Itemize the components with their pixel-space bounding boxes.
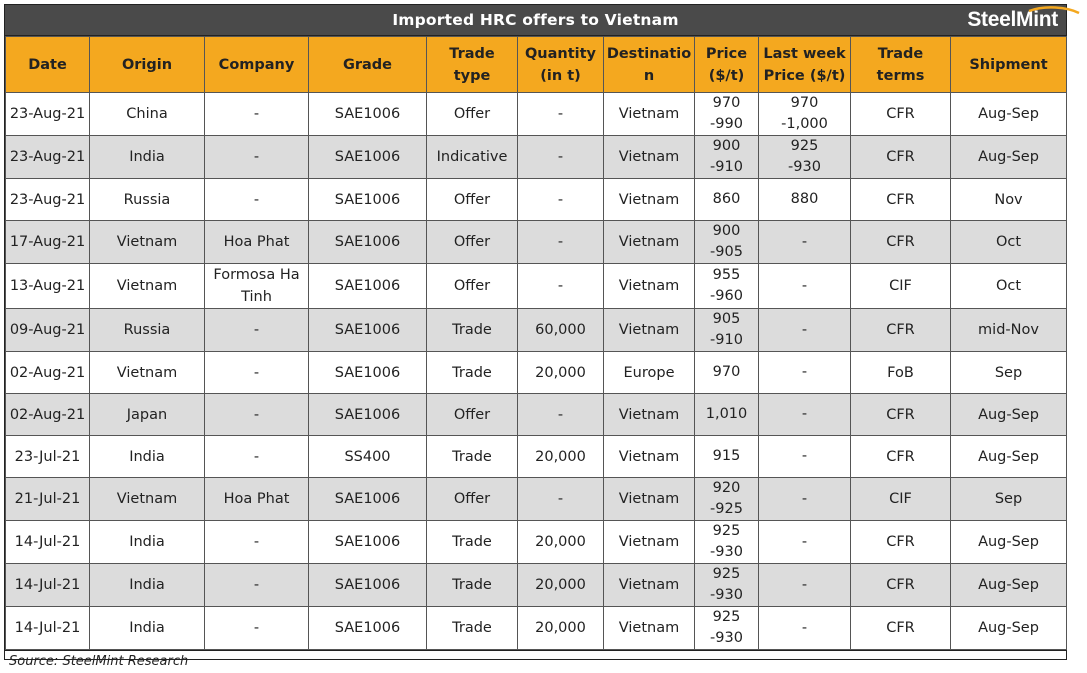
table-cell: - <box>205 136 309 179</box>
table-cell: - <box>205 394 309 436</box>
table-cell: 880 <box>759 179 851 221</box>
table-cell: - <box>205 352 309 394</box>
table-cell: Aug-Sep <box>951 607 1067 650</box>
title-bar <box>5 5 1066 36</box>
table-cell: Vietnam <box>604 607 695 650</box>
table-cell: 14-Jul-21 <box>6 607 90 650</box>
table-cell: CFR <box>851 93 951 136</box>
table-cell: Indicative <box>427 136 518 179</box>
table-cell: - <box>759 352 851 394</box>
table-cell: Offer <box>427 221 518 264</box>
table-cell: CFR <box>851 221 951 264</box>
table-cell: Vietnam <box>604 521 695 564</box>
table-cell: Trade <box>427 352 518 394</box>
table-cell: 13-Aug-21 <box>6 264 90 309</box>
table-cell: - <box>205 607 309 650</box>
table-cell: 955 -960 <box>695 264 759 309</box>
table-cell: SAE1006 <box>309 309 427 352</box>
table-cell: Vietnam <box>604 221 695 264</box>
table-cell: SS400 <box>309 436 427 478</box>
table-cell: Sep <box>951 478 1067 521</box>
table-cell: Vietnam <box>604 436 695 478</box>
table-cell: 925 -930 <box>695 564 759 607</box>
table-cell: - <box>205 521 309 564</box>
table-cell: Aug-Sep <box>951 394 1067 436</box>
table-cell: - <box>205 564 309 607</box>
table-cell: India <box>90 607 205 650</box>
table-row <box>6 352 1067 394</box>
table-cell: 900 -905 <box>695 221 759 264</box>
table-row <box>6 136 1067 179</box>
table-cell: 925 -930 <box>759 136 851 179</box>
table-cell: Oct <box>951 221 1067 264</box>
column-header: Trade terms <box>851 37 951 93</box>
table-cell: CFR <box>851 394 951 436</box>
column-header: Last week Price ($/t) <box>759 37 851 93</box>
table-cell: 970 <box>695 352 759 394</box>
table-cell: 02-Aug-21 <box>6 394 90 436</box>
table-cell: 14-Jul-21 <box>6 521 90 564</box>
table-cell: CFR <box>851 179 951 221</box>
table-cell: - <box>518 221 604 264</box>
column-header: Company <box>205 37 309 93</box>
table-cell: Vietnam <box>604 478 695 521</box>
table-cell: CFR <box>851 564 951 607</box>
table-cell: China <box>90 93 205 136</box>
table-row <box>6 436 1067 478</box>
table-cell: SAE1006 <box>309 394 427 436</box>
table-cell: - <box>518 264 604 309</box>
table-cell: 920 -925 <box>695 478 759 521</box>
table-cell: - <box>205 93 309 136</box>
column-header: Price ($/t) <box>695 37 759 93</box>
table-cell: CIF <box>851 264 951 309</box>
table-cell: SAE1006 <box>309 521 427 564</box>
table-cell: Hoa Phat <box>205 221 309 264</box>
table-body <box>6 93 1067 650</box>
table-cell: Aug-Sep <box>951 564 1067 607</box>
table-cell: mid-Nov <box>951 309 1067 352</box>
column-header: Shipment <box>951 37 1067 93</box>
table-cell: Hoa Phat <box>205 478 309 521</box>
table-cell: Vietnam <box>604 309 695 352</box>
table-cell: SAE1006 <box>309 352 427 394</box>
table-row <box>6 564 1067 607</box>
report-frame <box>4 4 1067 669</box>
table-cell: - <box>205 309 309 352</box>
table-cell: India <box>90 564 205 607</box>
table-cell: Nov <box>951 179 1067 221</box>
table-row <box>6 478 1067 521</box>
table-cell: - <box>759 478 851 521</box>
table-cell: CFR <box>851 436 951 478</box>
table-cell: 905 -910 <box>695 309 759 352</box>
table-row <box>6 394 1067 436</box>
column-header: Quantity (in t) <box>518 37 604 93</box>
table-cell: - <box>759 309 851 352</box>
table-row <box>6 607 1067 650</box>
table-cell: - <box>205 179 309 221</box>
table-cell: Japan <box>90 394 205 436</box>
table-cell: Aug-Sep <box>951 521 1067 564</box>
table-cell: - <box>759 221 851 264</box>
table-row <box>6 264 1067 309</box>
table-cell: - <box>759 607 851 650</box>
table-cell: CFR <box>851 521 951 564</box>
table-cell: Aug-Sep <box>951 436 1067 478</box>
logo-text: SteelMint <box>967 8 1058 31</box>
table-cell: Vietnam <box>604 564 695 607</box>
table-cell: Oct <box>951 264 1067 309</box>
steelmint-logo <box>967 7 1058 33</box>
table-cell: Vietnam <box>90 478 205 521</box>
column-header: Origin <box>90 37 205 93</box>
table-cell: Vietnam <box>604 394 695 436</box>
table-cell: Offer <box>427 93 518 136</box>
table-cell: 970 -1,000 <box>759 93 851 136</box>
table-cell: Russia <box>90 179 205 221</box>
table-cell: India <box>90 436 205 478</box>
table-cell: Vietnam <box>604 136 695 179</box>
table-cell: 23-Jul-21 <box>6 436 90 478</box>
table-cell: 20,000 <box>518 521 604 564</box>
table-cell: SAE1006 <box>309 221 427 264</box>
logo-swoosh-icon <box>967 7 1087 33</box>
table-cell: Vietnam <box>90 352 205 394</box>
table-cell: CFR <box>851 136 951 179</box>
table-cell: Offer <box>427 264 518 309</box>
table-cell: SAE1006 <box>309 564 427 607</box>
table-cell: SAE1006 <box>309 136 427 179</box>
table-cell: 23-Aug-21 <box>6 179 90 221</box>
column-header: Destinatio n <box>604 37 695 93</box>
table-cell: SAE1006 <box>309 478 427 521</box>
table-cell: Trade <box>427 607 518 650</box>
table-cell: - <box>518 136 604 179</box>
table-cell: - <box>518 93 604 136</box>
table-cell: Vietnam <box>604 264 695 309</box>
table-cell: Europe <box>604 352 695 394</box>
column-header: Date <box>6 37 90 93</box>
table-cell: 20,000 <box>518 352 604 394</box>
table-cell: - <box>518 179 604 221</box>
table-cell: SAE1006 <box>309 179 427 221</box>
table-cell: 23-Aug-21 <box>6 93 90 136</box>
table-cell: 09-Aug-21 <box>6 309 90 352</box>
table-cell: Trade <box>427 309 518 352</box>
table-cell: Vietnam <box>604 93 695 136</box>
table-cell: SAE1006 <box>309 607 427 650</box>
table-cell: 23-Aug-21 <box>6 136 90 179</box>
table-cell: - <box>759 436 851 478</box>
table-cell: Aug-Sep <box>951 93 1067 136</box>
offers-table <box>5 36 1067 650</box>
report-title: Imported HRC offers to Vietnam <box>392 11 679 29</box>
table-cell: Formosa Ha Tinh <box>205 264 309 309</box>
table-cell: Russia <box>90 309 205 352</box>
table-cell: 1,010 <box>695 394 759 436</box>
table-cell: 925 -930 <box>695 521 759 564</box>
table-cell: 17-Aug-21 <box>6 221 90 264</box>
table-cell: 925 -930 <box>695 607 759 650</box>
table-cell: SAE1006 <box>309 264 427 309</box>
table-cell: - <box>518 478 604 521</box>
table-cell: Vietnam <box>604 179 695 221</box>
column-header: Grade <box>309 37 427 93</box>
table-cell: - <box>759 521 851 564</box>
table-cell: SAE1006 <box>309 93 427 136</box>
table-cell: CFR <box>851 607 951 650</box>
table-cell: 20,000 <box>518 564 604 607</box>
table-cell: 860 <box>695 179 759 221</box>
table-cell: 02-Aug-21 <box>6 352 90 394</box>
table-cell: FoB <box>851 352 951 394</box>
table-cell: 20,000 <box>518 607 604 650</box>
table-cell: India <box>90 521 205 564</box>
table-cell: 970 -990 <box>695 93 759 136</box>
table-cell: Offer <box>427 179 518 221</box>
table-cell: Vietnam <box>90 221 205 264</box>
table-cell: 915 <box>695 436 759 478</box>
table-cell: Offer <box>427 394 518 436</box>
table-cell: Offer <box>427 478 518 521</box>
table-cell: CFR <box>851 309 951 352</box>
table-cell: Vietnam <box>90 264 205 309</box>
header-row <box>6 37 1067 93</box>
table-cell: Trade <box>427 436 518 478</box>
table-cell: - <box>759 394 851 436</box>
table-cell: 60,000 <box>518 309 604 352</box>
table-cell: Sep <box>951 352 1067 394</box>
table-cell: 900 -910 <box>695 136 759 179</box>
table-cell: India <box>90 136 205 179</box>
table-cell: - <box>518 394 604 436</box>
table-row <box>6 309 1067 352</box>
source-note: Source: SteelMint Research <box>5 650 1066 672</box>
table-cell: CIF <box>851 478 951 521</box>
table-row <box>6 179 1067 221</box>
table-cell: Trade <box>427 564 518 607</box>
table-cell: Aug-Sep <box>951 136 1067 179</box>
column-header: Trade type <box>427 37 518 93</box>
table-row <box>6 221 1067 264</box>
table-cell: - <box>759 264 851 309</box>
table-cell: 21-Jul-21 <box>6 478 90 521</box>
table-row <box>6 93 1067 136</box>
table-row <box>6 521 1067 564</box>
table-cell: 14-Jul-21 <box>6 564 90 607</box>
table-cell: 20,000 <box>518 436 604 478</box>
table-cell: Trade <box>427 521 518 564</box>
table-cell: - <box>759 564 851 607</box>
table-cell: - <box>205 436 309 478</box>
